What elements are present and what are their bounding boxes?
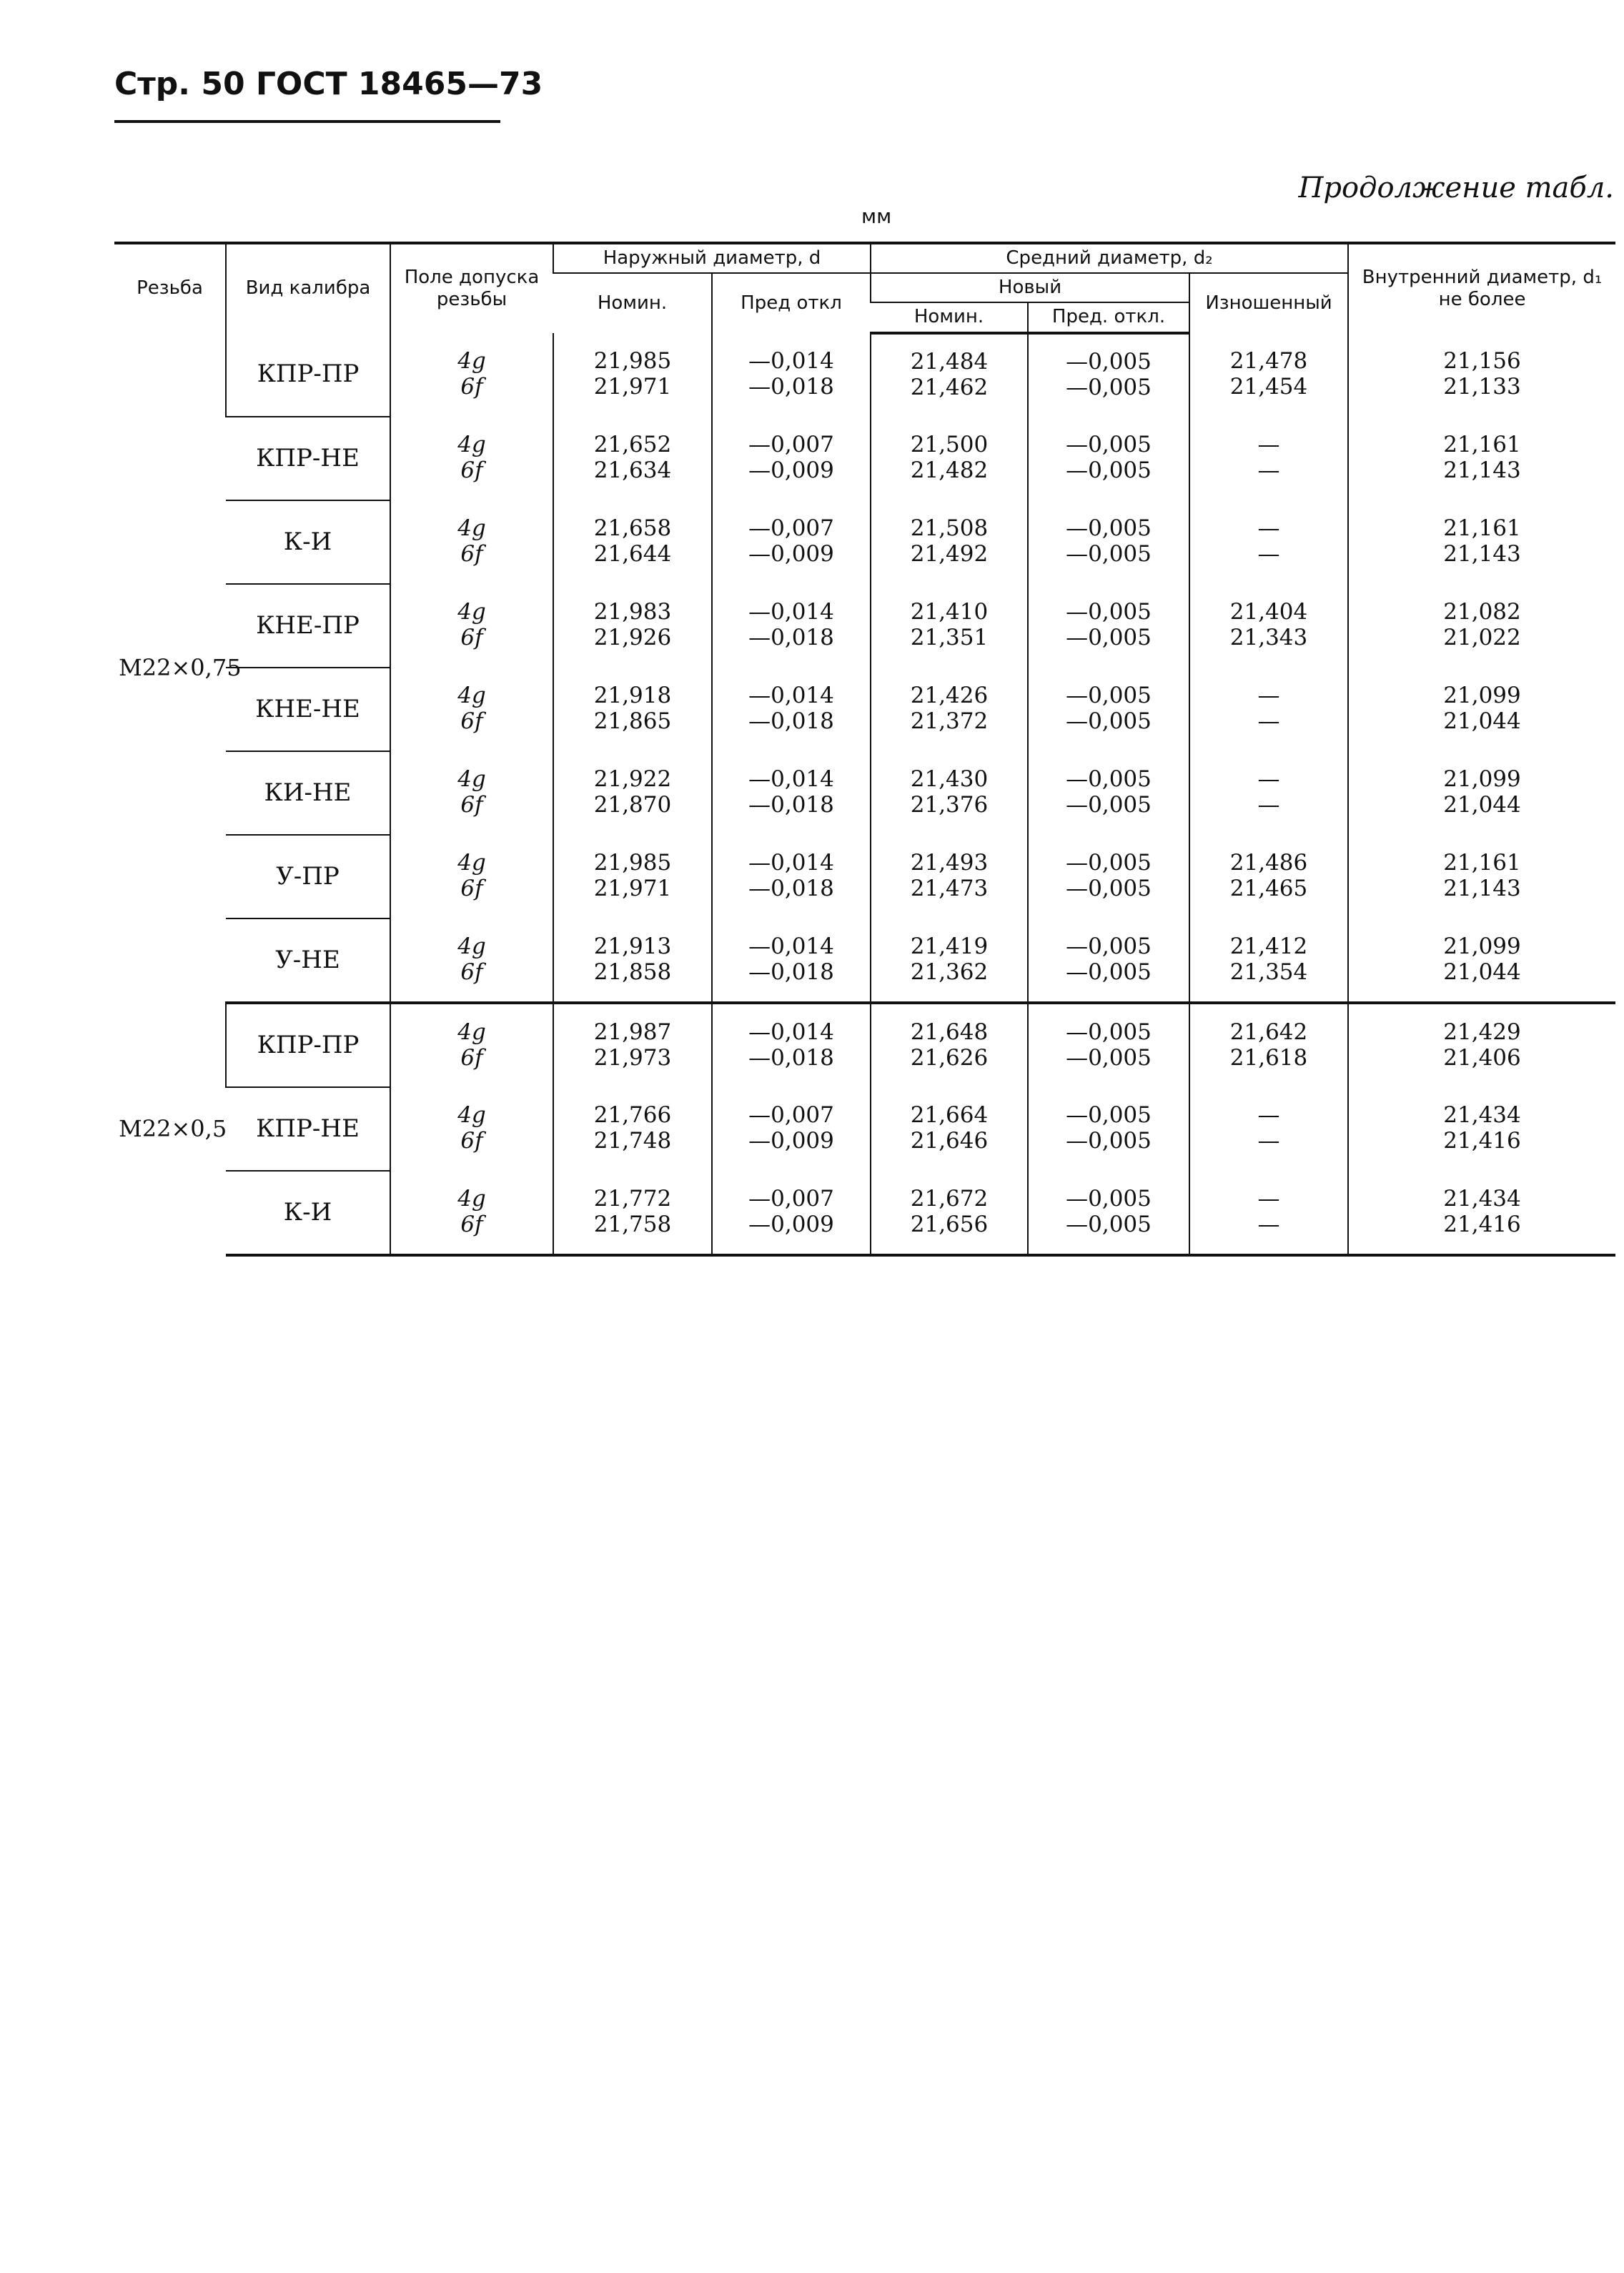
middle-worn: 21,642 21,618 (1189, 1003, 1348, 1087)
col-outer-diameter: Наружный диаметр, d (553, 243, 871, 273)
outer-nominal: 21,918 21,865 (553, 668, 712, 751)
outer-deviation: —0,014 —0,018 (712, 333, 871, 417)
col-middle-deviation: Пред. откл. (1028, 302, 1189, 332)
middle-deviation: —0,005 —0,005 (1028, 584, 1189, 668)
outer-nominal: 21,985 21,971 (553, 835, 712, 918)
inner-diameter: 21,156 21,133 (1348, 333, 1615, 417)
outer-nominal: 21,922 21,870 (553, 751, 712, 835)
col-middle-new: Новый (871, 273, 1189, 302)
middle-worn: 21,404 21,343 (1189, 584, 1348, 668)
middle-deviation: —0,005 —0,005 (1028, 668, 1189, 751)
middle-nominal: 21,426 21,372 (871, 668, 1028, 751)
middle-deviation: —0,005 —0,005 (1028, 835, 1189, 918)
middle-deviation: —0,005 —0,005 (1028, 417, 1189, 500)
middle-deviation: —0,005 —0,005 (1028, 1087, 1189, 1171)
middle-nominal: 21,484 21,462 (871, 333, 1028, 417)
gauge-type: КНЕ-ПР (226, 584, 390, 668)
inner-diameter: 21,434 21,416 (1348, 1087, 1615, 1171)
tolerance-field: 4g 6f (390, 417, 553, 500)
tolerance-field: 4g 6f (390, 835, 553, 918)
middle-worn: 21,412 21,354 (1189, 918, 1348, 1003)
inner-diameter: 21,099 21,044 (1348, 918, 1615, 1003)
outer-nominal: 21,766 21,748 (553, 1087, 712, 1171)
table-row (114, 1171, 1615, 1255)
middle-nominal: 21,508 21,492 (871, 500, 1028, 584)
tolerance-field: 4g 6f (390, 918, 553, 1003)
outer-nominal: 21,652 21,634 (553, 417, 712, 500)
tolerance-field: 4g 6f (390, 333, 553, 417)
inner-diameter: 21,082 21,022 (1348, 584, 1615, 668)
table-row (114, 668, 1615, 751)
tolerance-field: 4g 6f (390, 668, 553, 751)
outer-nominal: 21,772 21,758 (553, 1171, 712, 1255)
middle-deviation: —0,005 —0,005 (1028, 333, 1189, 417)
col-tolerance: Поле допуска резьбы (390, 243, 553, 333)
middle-worn: — — (1189, 751, 1348, 835)
col-outer-nominal: Номин. (597, 292, 668, 314)
gauge-type: КПР-ПР (226, 333, 390, 417)
col-gauge: Вид калибра (226, 243, 390, 333)
thread-gauge-table (114, 242, 1615, 1257)
outer-deviation: —0,007 —0,009 (712, 1087, 871, 1171)
middle-nominal: 21,493 21,473 (871, 835, 1028, 918)
middle-nominal: 21,648 21,626 (871, 1003, 1028, 1087)
table-row (114, 333, 1615, 417)
outer-deviation: —0,014 —0,018 (712, 1003, 871, 1087)
table-row (114, 918, 1615, 1003)
inner-diameter: 21,161 21,143 (1348, 835, 1615, 918)
tolerance-field: 4g 6f (390, 500, 553, 584)
table-row (114, 751, 1615, 835)
tolerance-field: 4g 6f (390, 751, 553, 835)
middle-deviation: —0,005 —0,005 (1028, 751, 1189, 835)
gauge-type: У-НЕ (226, 918, 390, 1003)
col-middle-nominal: Номин. (871, 302, 1028, 332)
gauge-type: КИ-НЕ (226, 751, 390, 835)
middle-deviation: —0,005 —0,005 (1028, 918, 1189, 1003)
middle-worn: — — (1189, 1087, 1348, 1171)
tolerance-field: 4g 6f (390, 1171, 553, 1255)
tolerance-field: 4g 6f (390, 584, 553, 668)
middle-worn: 21,478 21,454 (1189, 333, 1348, 417)
middle-worn: — — (1189, 668, 1348, 751)
page-header: Стр. 50 ГОСТ 18465—73 (114, 66, 543, 102)
middle-nominal: 21,500 21,482 (871, 417, 1028, 500)
outer-deviation: —0,007 —0,009 (712, 417, 871, 500)
outer-deviation: —0,014 —0,018 (712, 835, 871, 918)
outer-nominal: 21,987 21,973 (553, 1003, 712, 1087)
col-middle-diameter: Средний диаметр, d₂ (871, 243, 1348, 273)
outer-deviation: —0,014 —0,018 (712, 584, 871, 668)
thread-designation: М22×0,75 (119, 653, 242, 681)
middle-deviation: —0,005 —0,005 (1028, 1171, 1189, 1255)
outer-nominal: 21,985 21,971 (553, 333, 712, 417)
inner-diameter: 21,099 21,044 (1348, 668, 1615, 751)
middle-nominal: 21,664 21,646 (871, 1087, 1028, 1171)
table-row (114, 1003, 1615, 1087)
outer-nominal: 21,983 21,926 (553, 584, 712, 668)
middle-worn: — — (1189, 417, 1348, 500)
tolerance-field: 4g 6f (390, 1003, 553, 1087)
col-inner-diameter: Внутренний диаметр, d₁ не более (1348, 243, 1615, 333)
middle-nominal: 21,430 21,376 (871, 751, 1028, 835)
gauge-type: К-И (226, 500, 390, 584)
middle-worn: — — (1189, 500, 1348, 584)
middle-worn: — — (1189, 1171, 1348, 1255)
inner-diameter: 21,434 21,416 (1348, 1171, 1615, 1255)
middle-nominal: 21,672 21,656 (871, 1171, 1028, 1255)
outer-nominal: 21,913 21,858 (553, 918, 712, 1003)
middle-worn: 21,486 21,465 (1189, 835, 1348, 918)
table-row (114, 417, 1615, 500)
inner-diameter: 21,429 21,406 (1348, 1003, 1615, 1087)
outer-deviation: —0,014 —0,018 (712, 918, 871, 1003)
middle-nominal: 21,410 21,351 (871, 584, 1028, 668)
middle-deviation: —0,005 —0,005 (1028, 1003, 1189, 1087)
unit-label: мм (861, 204, 892, 228)
table-row (114, 835, 1615, 918)
middle-nominal: 21,419 21,362 (871, 918, 1028, 1003)
middle-deviation: —0,005 —0,005 (1028, 500, 1189, 584)
col-outer-deviation: Пред откл (712, 273, 871, 332)
gauge-type: К-И (226, 1171, 390, 1255)
outer-deviation: —0,007 —0,009 (712, 500, 871, 584)
outer-nominal: 21,658 21,644 (553, 500, 712, 584)
tolerance-field: 4g 6f (390, 1087, 553, 1171)
table-row (114, 500, 1615, 584)
gauge-type: КПР-НЕ (226, 417, 390, 500)
inner-diameter: 21,161 21,143 (1348, 500, 1615, 584)
inner-diameter: 21,161 21,143 (1348, 417, 1615, 500)
continuation-note: Продолжение табл. (1298, 172, 1614, 204)
thread-designation: М22×0,5 (119, 1114, 227, 1142)
table-row (114, 1087, 1615, 1171)
outer-deviation: —0,014 —0,018 (712, 668, 871, 751)
header-rule (114, 120, 500, 123)
gauge-type: У-ПР (226, 835, 390, 918)
outer-deviation: —0,014 —0,018 (712, 751, 871, 835)
outer-deviation: —0,007 —0,009 (712, 1171, 871, 1255)
table-row (114, 584, 1615, 668)
gauge-type: КПР-ПР (226, 1003, 390, 1087)
inner-diameter: 21,099 21,044 (1348, 751, 1615, 835)
col-middle-worn: Изношенный (1189, 273, 1348, 332)
gauge-type: КНЕ-НЕ (226, 668, 390, 751)
col-thread: Резьба (114, 243, 226, 333)
gauge-type: КПР-НЕ (226, 1087, 390, 1171)
